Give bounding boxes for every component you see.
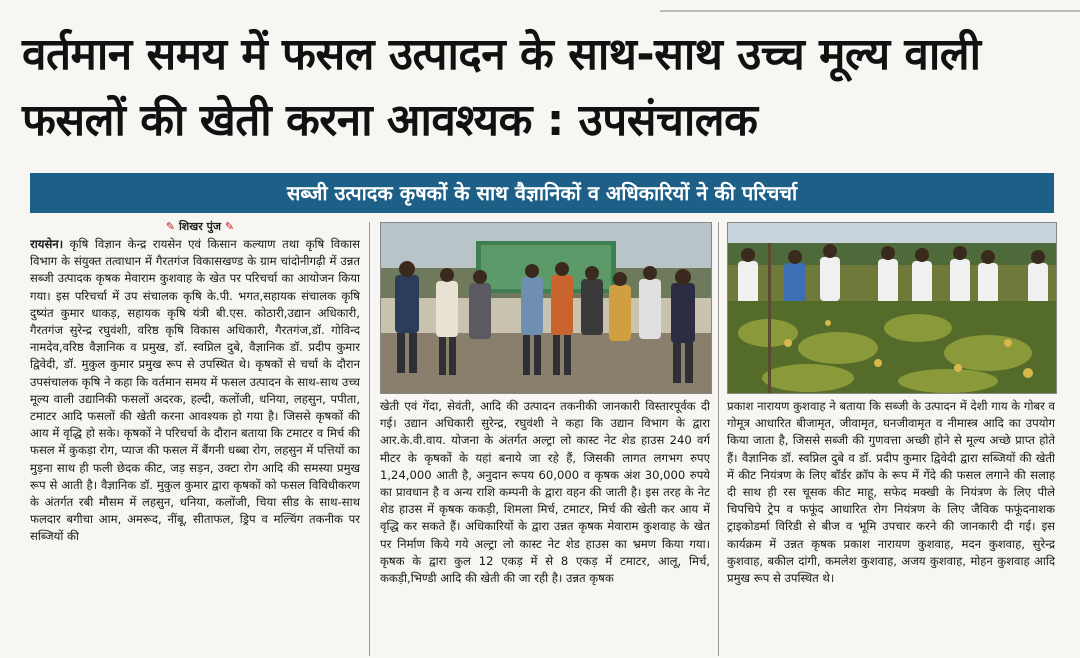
headline: वर्तमान समय में फसल उत्पादन के साथ-साथ उच्च मूल्य वाली फसलों की खेती करना आवश्यक : उपसंचालक — [22, 29, 981, 146]
column-divider-1 — [369, 222, 370, 656]
column-1-text: कृषि विज्ञान केन्द्र रायसेन एवं किसान कल्याण तथा कृषि विकास विभाग के संयुक्त तत्वाधान में गैरतगंज विकासखण्ड के ग्राम चांदोनीगढ़ी में उन्नत सब्जी उत्पादक कृषक मेवाराम कुशवाह के खेत पर परिचर्चा का आयोजन किया गया। इस परिचर्चा में उप संचालक कृषि के.पी. भगत,सहायक संचालक कृषि दुष्यंत कुमार धाकड़, सहायक कृषि यंत्री बी.एस. कोठारी,उद्यान अधिकारी, गैरतगंज सुरेन्द्र रघुवंशी, वरिष्ठ कृषि विकास अधिकारी, गैरतगंज,डॉ. गोविन्द नामदेव,वरिष्ठ वैज्ञानिक व प्रमुख, डॉ. स्वप्निल दुबे, वैज्ञानिक डॉ. प्रदीप कुमार द्विवेदी, डॉ. मुकुल कुमार प्रमुख रूप से उपस्थित थे। कृषकों से चर्चा के दौरान उपसंचालक कृषि ने कहा कि वर्तमान समय में फसल उत्पादन के साथ-साथ उच्च मूल्य वाली उद्यानिकी फसलों अदरक, हल्दी, कलोंजी, धनिया, लहसुन, पपीता, टमाटर आदि फसलों की खेती करना आवश्यक हो गया है। जिससे कृषकों की आय में वृद्धि हो सके। कृषकों ने परिचर्चा के दौरान बताया कि टमाटर व मिर्च की फसल में कुकड़ा रोग, प्याज की फसल में बैंगनी धब्बा रोग, लहसुन में पत्तियों का मुड़ना साथ ही फली छेदक कीट, जड़ सड़न, उक्टा रोग आदि की समस्या प्रमुख रूप से आती है। वैज्ञानिक डॉ. मुकुल कुमार द्वारा कृषकों को फसल विविधीकरण के अंतर्गत रबी मौसम में लहसुन, धनिया, कलोंजी, चिया सीड के साथ-साथ फलदार बगीचा आम, अमरूद, नींबू, सीताफल, ड्रिप व मल्चिंग तकनीक पर सब्जियों की — [30, 237, 360, 544]
byline-mark-icon-right: ✎ — [224, 220, 235, 233]
article-column-2 — [380, 398, 710, 656]
byline — [140, 219, 260, 234]
photo-tomato-field — [727, 222, 1057, 394]
byline-mark-icon: ✎ — [165, 220, 176, 233]
column-3-text: प्रकाश नारायण कुशवाह ने बताया कि सब्जी के उत्पादन में देशी गाय के गोबर व गोमूत्र आधारित बीजामृत, जीवामृत, घनजीवामृत व नीमास्त्र आदि का उपयोग किया जाता है, जिससे सब्जी की गुणवत्ता अच्छी होने से मूल्य अच्छे प्राप्त होते हैं। वैज्ञानिक डॉ. स्वप्निल दुबे व डॉ. प्रदीप कुमार द्विवेदी द्वारा सब्जियों की खेती में कीट नियंत्रण के लिए बॉर्डर क्रॉप के रूप में गेंदे की फसल लगाने की सलाह दी साथ ही रस चूसक कीट माहू, सफेद मक्खी के नियंत्रण के लिए पीले चिपचिपे ट्रेप व फफूंद आधारित रोग नियंत्रण के लिए जैविक फफूंदनाशक ट्राइकोडर्मा विरिडी से बीज व भूमि उपचार करने की जानकारी दी गई। इस कार्यक्रम में उन्नत कृषक प्रकाश नारायण कुशवाह, मदन कुशवाह, सुरेन्द्र कुशवाह, बकील दांगी, कमलेश कुशवाह, अजय कुशवाह, मोहन कुशवाह आदि प्रमुख रूप से उपस्थित थे। — [727, 399, 1055, 586]
column-2-text: खेती एवं गेंदा, सेवंती, आदि की उत्पादन तकनीकी जानकारी विस्तारपूर्वक दी गई। उद्यान अधिकारी सुरेन्द्र, रघुवंशी ने कहा कि उद्यान विभाग के द्वारा आर.के.वी.वाय. योजना के अंतर्गत अल्ट्रा लो कास्ट नेट शेड हाउस 240 वर्ग मीटर के कृषकों के यहां बनाये जा रहे हैं, जिसकी लागत लगभग रुपए 1,24,000 आती है, अनुदान रूपय 60,000 व कृषक अंश 30,000 रुपये का प्रावधान है व अन्य राशि कम्पनी के द्वारा वहन की जाती है। इस तरह के नेट शेड हाउस में कृषक ककड़ी, शिमला मिर्च, टमाटर, मिर्च की खेती कर आय में वृद्धि कर सकते हैं। अधिकारियों के द्वारा उन्नत कृषक मेवाराम कुशवाह के खेत पर निर्माण किये गये अल्ट्रा लो कास्ट नेट शेड हाउस का भ्रमण किया गया। कृषक के द्वारा कुल 12 एकड़ में से 8 एकड़ में टमाटर, आलू, मिर्च, ककड़ी,भिण्डी आदि की खेती की जा रही है। उन्नत कृषक — [380, 399, 710, 586]
subheadline-banner: सब्जी उत्पादक कृषकों के साथ वैज्ञानिकों व अधिकारियों ने की परिचर्चा — [30, 173, 1054, 213]
column-divider-2 — [718, 222, 719, 656]
article-column-3 — [727, 398, 1055, 656]
dateline: रायसेन। — [30, 237, 64, 251]
article-column-1 — [30, 236, 360, 656]
byline-name: शिखर पुंज — [178, 220, 222, 233]
photo-officials-group — [380, 222, 712, 394]
top-rule — [660, 0, 1080, 12]
